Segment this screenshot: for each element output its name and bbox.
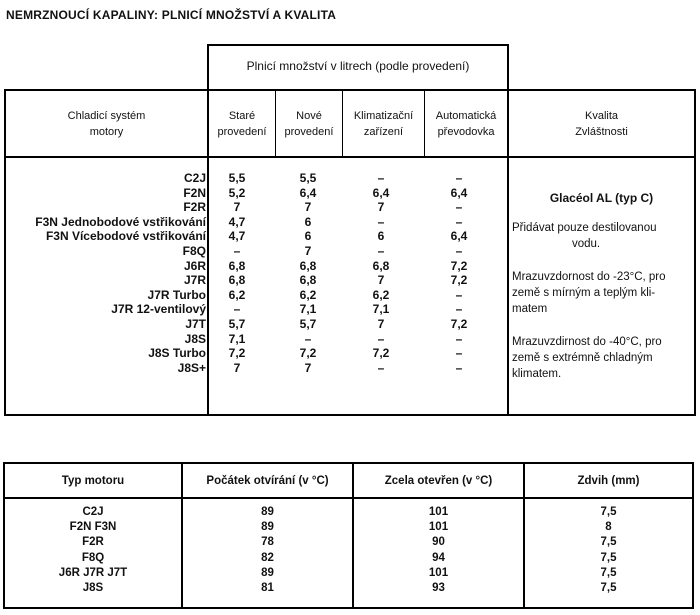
lift-cell: 7,5: [600, 581, 617, 594]
engine-cell: J7T: [185, 316, 206, 331]
ac-capacity-cell: –: [377, 331, 385, 346]
fully-open-cell: 94: [432, 551, 445, 564]
note-frost-23: Mrazuvzdornost do -23°C, pro země s mírným a teplým kli- matem: [512, 271, 666, 315]
engine-cell: F2N: [183, 185, 206, 200]
fully-open-cell: 93: [432, 581, 445, 594]
auto-capacity-cell: 6,4: [450, 185, 468, 200]
table-border-header-mid: [4, 89, 696, 91]
new-capacity-cell: 6,4: [299, 185, 317, 200]
ac-capacity-cell: 6: [377, 229, 385, 244]
ac-column: [345, 171, 417, 375]
new-capacity-cell: –: [304, 331, 312, 346]
ac-capacity-cell: –: [377, 171, 385, 185]
table2-lift-column: [525, 505, 692, 596]
auto-capacity-cell: 7,2: [450, 273, 468, 288]
opening-start-cell: 89: [261, 506, 274, 518]
lift-cell: 8: [605, 521, 612, 534]
engine-cell: C2J: [183, 171, 206, 185]
opening-start-cell: 82: [261, 551, 274, 564]
engine-cell: J6R: [183, 258, 206, 273]
ac-capacity-cell: 7: [377, 316, 385, 331]
auto-capacity-cell: –: [455, 346, 463, 361]
auto-capacity-cell: –: [455, 331, 463, 346]
header-new: Nové provedení: [284, 110, 334, 138]
old-capacity-cell: 5,2: [228, 185, 246, 200]
fully-open-cell: 90: [432, 536, 445, 549]
table2-header-start: Počátek otvírání (v °C): [206, 475, 329, 487]
auto-capacity-cell: –: [455, 302, 463, 317]
table-border-right: [694, 89, 696, 416]
fully-open-cell: 101: [428, 566, 449, 579]
opening-start-cell: 81: [261, 581, 274, 594]
lift-cell: 7,5: [600, 536, 617, 549]
engine-cell: J8S: [184, 331, 206, 346]
new-capacity-cell: 7,1: [299, 302, 317, 317]
old-capacity-cell: –: [233, 243, 241, 258]
page-title: NEMRZNOUCÍ KAPALINY: PLNICÍ MNOŽSTVÍ A KVALITA: [6, 8, 337, 22]
fully-open-cell: 101: [428, 521, 449, 534]
ac-capacity-cell: 7: [377, 200, 385, 215]
new-capacity-cell: 7: [304, 243, 312, 258]
ac-capacity-cell: 6,2: [372, 287, 390, 302]
auto-capacity-cell: –: [455, 171, 463, 185]
engine-cell: F3N Vícebodové vstřikování: [45, 229, 206, 244]
engine-column: [8, 171, 206, 375]
note-glaceol: Glacéol AL (typ C): [549, 191, 654, 205]
auto-capacity-cell: –: [455, 360, 463, 375]
old-capacity-cell: 5,7: [228, 316, 246, 331]
ac-capacity-cell: 7: [377, 273, 385, 288]
engine-type-cell: F2R: [82, 536, 104, 549]
engine-cell: F8Q: [182, 243, 206, 258]
opening-start-cell: 89: [261, 521, 274, 534]
ac-capacity-cell: –: [377, 243, 385, 258]
new-capacity-cell: 5,5: [299, 171, 317, 185]
old-capacity-cell: 7: [233, 200, 241, 215]
new-capacity-cell: 7: [304, 360, 312, 375]
old-capacity-cell: 7,2: [228, 346, 246, 361]
old-column: [210, 171, 264, 375]
col-divider-1: [207, 44, 209, 416]
group-header: Plnicí množství v litrech (podle provedení): [246, 59, 470, 73]
table2-header-lift: Zdvih (mm): [577, 475, 640, 487]
auto-capacity-cell: –: [455, 287, 463, 302]
auto-capacity-cell: 6,4: [450, 229, 468, 244]
engine-type-cell: F8Q: [81, 551, 105, 564]
ac-capacity-cell: 7,1: [372, 302, 390, 317]
ac-capacity-cell: 6,8: [372, 258, 390, 273]
ac-capacity-cell: 7,2: [372, 346, 390, 361]
new-capacity-cell: 6: [304, 214, 312, 229]
table2-start-column: [183, 505, 352, 596]
auto-capacity-cell: –: [455, 243, 463, 258]
old-capacity-cell: 4,7: [228, 214, 246, 229]
header-auto: Automatická převodovka: [435, 110, 497, 138]
engine-type-cell: J8S: [82, 581, 104, 594]
engine-type-cell: J6R J7R J7T: [58, 566, 128, 579]
auto-column: [426, 171, 492, 375]
opening-start-cell: 89: [261, 566, 274, 579]
table-border-top: [207, 44, 508, 46]
new-capacity-cell: 6,8: [299, 273, 317, 288]
lift-cell: 7,5: [600, 506, 617, 518]
header-system: Chladicí systém motory: [67, 110, 146, 138]
old-capacity-cell: 7,1: [228, 331, 246, 346]
engine-cell: J8S Turbo: [148, 346, 206, 361]
table2-engine-column: [5, 505, 181, 596]
engine-cell: J7R: [183, 273, 206, 288]
table2-header-open: Zcela otevřen (v °C): [384, 475, 493, 487]
engine-cell: F3N Jednobodové vstřikování: [35, 214, 206, 229]
header-ac: Klimatizační zařízení: [353, 110, 414, 138]
table2-open-column: [354, 505, 523, 596]
engine-cell: F2R: [183, 200, 206, 215]
engine-cell: J7R 12-ventilový: [111, 302, 206, 317]
new-capacity-cell: 6: [304, 229, 312, 244]
table2-header-engine: Typ motoru: [61, 475, 125, 487]
engine-cell: J8S+: [177, 360, 206, 375]
old-capacity-cell: 6,8: [228, 273, 246, 288]
old-capacity-cell: 5,5: [228, 171, 246, 185]
ac-capacity-cell: –: [377, 214, 385, 229]
col-divider-5: [507, 44, 509, 416]
opening-start-cell: 78: [261, 536, 274, 549]
new-capacity-cell: 6,8: [299, 258, 317, 273]
old-capacity-cell: 7: [233, 360, 241, 375]
engine-cell: J7R Turbo: [147, 287, 206, 302]
new-capacity-cell: 5,7: [299, 316, 317, 331]
old-capacity-cell: 6,2: [228, 287, 246, 302]
note-frost-40: Mrazuvzdirnost do -40°C, pro země s extrémně chladným klimatem.: [512, 336, 662, 380]
ac-capacity-cell: –: [377, 360, 385, 375]
table-border-header-bottom: [4, 156, 696, 158]
old-capacity-cell: –: [233, 302, 241, 317]
new-capacity-cell: 7: [304, 200, 312, 215]
new-column: [278, 171, 338, 375]
auto-capacity-cell: 7,2: [450, 258, 468, 273]
auto-capacity-cell: –: [455, 214, 463, 229]
old-capacity-cell: 4,7: [228, 229, 246, 244]
new-capacity-cell: 7,2: [299, 346, 317, 361]
ac-capacity-cell: 6,4: [372, 185, 390, 200]
header-old: Staré provedení: [217, 110, 267, 138]
header-quality: Kvalita Zvláštnosti: [575, 110, 628, 138]
old-capacity-cell: 6,8: [228, 258, 246, 273]
lift-cell: 7,5: [600, 551, 617, 564]
new-capacity-cell: 6,2: [299, 287, 317, 302]
engine-type-cell: C2J: [82, 506, 104, 518]
auto-capacity-cell: –: [455, 200, 463, 215]
thermostat-table: [3, 462, 694, 609]
lift-cell: 7,5: [600, 566, 617, 579]
note-distilled: Přidávat pouze destilovanou vodu.: [512, 222, 657, 250]
table-border-bottom: [4, 414, 696, 416]
auto-capacity-cell: 7,2: [450, 316, 468, 331]
engine-type-cell: F2N F3N: [69, 521, 117, 534]
fully-open-cell: 101: [428, 506, 449, 518]
coolant-capacity-table: [0, 44, 696, 416]
